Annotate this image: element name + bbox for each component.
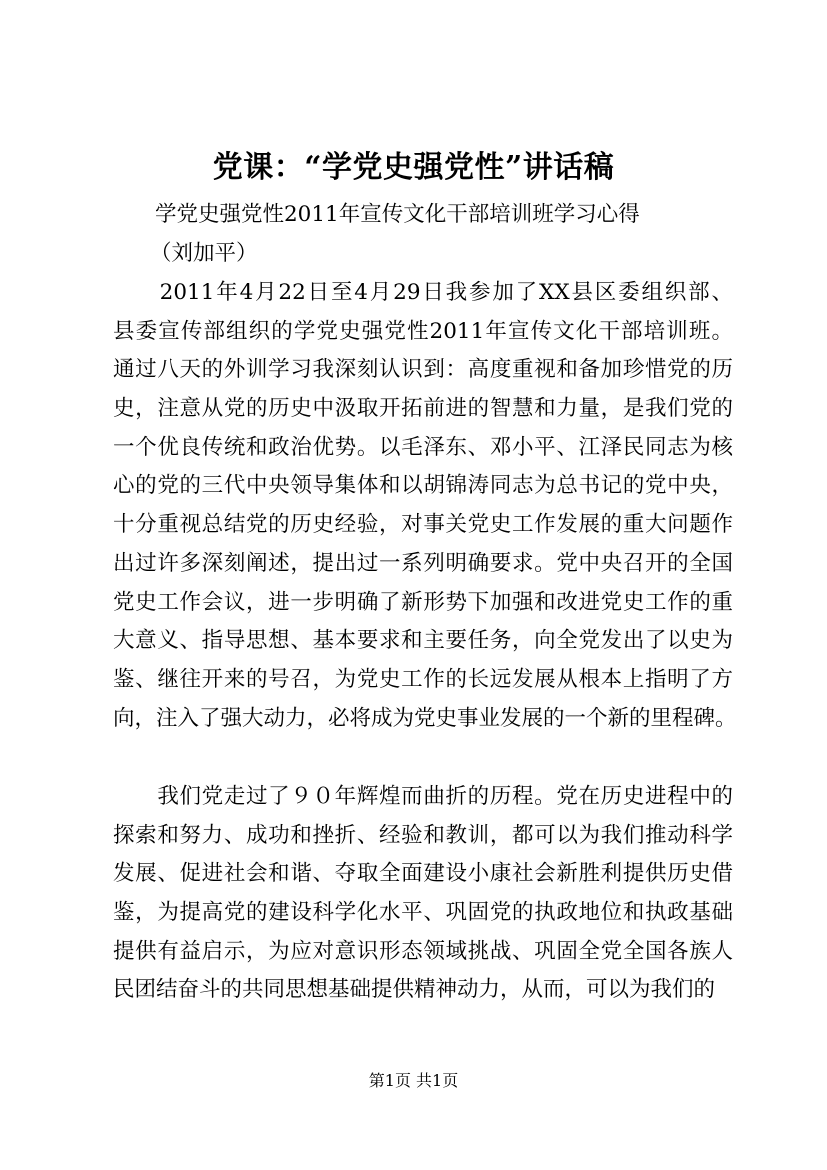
paragraph-line: 民团结奋斗的共同思想基础提供精神动力，从而，可以为我们的 xyxy=(113,977,716,1003)
paragraph-line: 发展、促进社会和谐、夺取全面建设小康社会新胜利提供历史借 xyxy=(113,861,733,887)
paragraph-line: 提供有益启示，为应对意识形态领域挑战、巩固全党全国各族人 xyxy=(113,938,733,964)
document-author: （刘加平） xyxy=(150,241,258,266)
document-subtitle: 学党史强党性2011年宣传文化干部培训班学习心得 xyxy=(155,202,640,227)
paragraph-line: 党史工作会议，进一步明确了新形势下加强和改进党史工作的重 xyxy=(113,589,733,615)
paragraph-2 xyxy=(113,778,733,1010)
paragraph-line: 史，注意从党的历史中汲取开拓前进的智慧和力量，是我们党的 xyxy=(113,396,733,422)
paragraph-line: 心的党的三代中央领导集体和以胡锦涛同志为总书记的党中央， xyxy=(113,473,733,499)
paragraph-line: 通过八天的外训学习我深刻认识到：高度重视和备加珍惜党的历 xyxy=(113,357,733,383)
paragraph-line: 我们党走过了９０年辉煌而曲折的历程。党在历史进程中的 xyxy=(113,784,733,809)
paragraph-line: 大意义、指导思想、基本要求和主要任务，向全党发出了以史为 xyxy=(113,628,733,654)
document-title: 党课：“学党史强党性”讲话稿 xyxy=(212,150,615,185)
page-number: 第1页 共1页 xyxy=(368,1071,459,1090)
paragraph-line: 鉴，为提高党的建设科学化水平、巩固党的执政地位和执政基础 xyxy=(113,900,733,926)
paragraph-line: 十分重视总结党的历史经验，对事关党史工作发展的重大问题作 xyxy=(113,512,733,538)
paragraph-1 xyxy=(113,274,737,738)
paragraph-line: 探索和努力、成功和挫折、经验和教训，都可以为我们推动科学 xyxy=(113,822,733,848)
paragraph-line: 鉴、继往开来的号召，为党史工作的长远发展从根本上指明了方 xyxy=(113,666,733,692)
paragraph-line: 出过许多深刻阐述，提出过一系列明确要求。党中央召开的全国 xyxy=(113,550,733,576)
paragraph-line: 一个优良传统和政治优势。以毛泽东、邓小平、江泽民同志为核 xyxy=(113,434,733,460)
paragraph-line: 2011年4月22日至4月29日我参加了XX县区委组织部、 xyxy=(113,280,733,305)
paragraph-line: 向，注入了强大动力，必将成为党史事业发展的一个新的里程碑。 xyxy=(113,705,737,731)
paragraph-line: 县委宣传部组织的学党史强党性2011年宣传文化干部培训班。 xyxy=(113,318,733,344)
